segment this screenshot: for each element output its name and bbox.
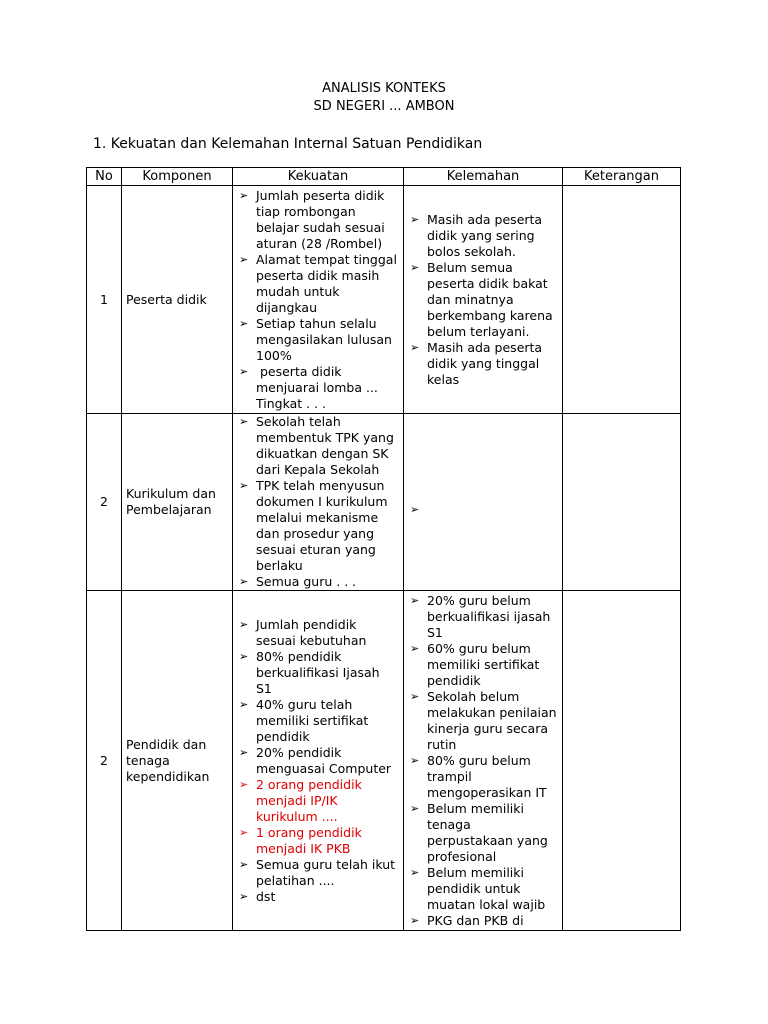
list-item: ➢ Sekolah belum melakukan penilaian kinerja guru secara rutin — [410, 688, 557, 752]
table-header-row — [87, 168, 681, 186]
header-no: No — [87, 168, 122, 186]
list-item: ➢ Setiap tahun selalu mengasilakan lulusan 100% — [239, 315, 392, 363]
list-item: ➢ Semua guru telah ikut pelatihan .... — [239, 856, 396, 888]
header-kekuatan: Kekuatan — [233, 168, 404, 186]
list-item-highlighted: ➢ 1 orang pendidik menjadi IK PKB — [239, 824, 362, 856]
table-row — [87, 591, 681, 931]
arrow-bullet-icon: ➢ — [239, 479, 249, 492]
arrow-bullet-icon: ➢ — [410, 753, 420, 767]
row-komponen: Peserta didik — [122, 186, 233, 414]
list-item: ➢ PKG dan PKB di — [410, 912, 524, 928]
list-item: ➢ Belum semua peserta didik bakat dan minatnya berkembang karena belum terlayani. — [410, 259, 553, 339]
arrow-bullet-icon: ➢ — [239, 364, 249, 378]
row-kelemahan — [404, 186, 563, 414]
arrow-bullet-icon: ➢ — [239, 575, 249, 588]
table-row — [87, 186, 681, 414]
arrow-bullet-icon: ➢ — [239, 316, 249, 330]
list-item: ➢ Alamat tempat tinggal peserta didik masih mudah untuk dijangkau — [239, 251, 397, 315]
list-item: ➢ Jumlah pendidik sesuai kebutuhan — [239, 616, 367, 648]
arrow-bullet-icon: ➢ — [410, 503, 420, 516]
arrow-bullet-icon: ➢ — [410, 260, 420, 274]
list-item: ➢ Belum memiliki pendidik untuk muatan lokal wajib — [410, 864, 546, 912]
row-kekuatan — [233, 591, 404, 931]
kekuatan-list — [237, 414, 399, 590]
row-keterangan — [563, 591, 681, 931]
analysis-table — [86, 167, 681, 931]
list-item: ➢ Sekolah telah membentuk TPK yang dikuatkan dengan SK dari Kepala Sekolah — [239, 414, 394, 477]
arrow-bullet-icon: ➢ — [239, 649, 249, 663]
arrow-bullet-icon: ➢ — [239, 889, 249, 903]
row-keterangan — [563, 414, 681, 591]
header-keterangan: Keterangan — [563, 168, 681, 186]
list-item: ➢ Belum memiliki tenaga perpustakaan yang profesional — [410, 800, 548, 864]
kelemahan-list — [408, 593, 558, 929]
list-item: ➢ Jumlah peserta didik tiap rombongan belajar sudah sesuai aturan (28 /Rombel) — [239, 187, 385, 251]
row-kekuatan — [233, 414, 404, 591]
list-item: ➢ Masih ada peserta didik yang tinggal kelas — [410, 339, 543, 387]
arrow-bullet-icon: ➢ — [410, 340, 420, 354]
section-heading: 1. Kekuatan dan Kelemahan Internal Satuan Pendidikan — [93, 136, 483, 152]
header-kelemahan: Kelemahan — [404, 168, 563, 186]
list-item: ➢ Semua guru . . . — [239, 574, 357, 589]
arrow-bullet-icon: ➢ — [410, 865, 420, 879]
arrow-bullet-icon: ➢ — [239, 252, 249, 266]
list-item: ➢ dst — [239, 888, 276, 904]
arrow-bullet-icon: ➢ — [239, 857, 249, 871]
row-komponen: Kurikulum dan Pembelajaran — [122, 414, 233, 591]
arrow-bullet-icon: ➢ — [239, 415, 249, 428]
arrow-bullet-icon: ➢ — [410, 593, 420, 607]
list-item: ➢ 80% pendidik berkualifikasi Ijasah S1 — [239, 648, 380, 696]
list-item-highlighted: ➢ 2 orang pendidik menjadi IP/IK kurikulum .... — [239, 776, 362, 824]
header-komponen: Komponen — [122, 168, 233, 186]
row-number: 2 — [87, 414, 122, 591]
arrow-bullet-icon: ➢ — [410, 689, 420, 703]
row-komponen: Pendidik dan tenaga kependidikan — [122, 591, 233, 931]
list-item: ➢ 20% guru belum berkualifikasi ijasah S1 — [410, 592, 551, 640]
arrow-bullet-icon: ➢ — [239, 777, 249, 791]
arrow-bullet-icon: ➢ — [239, 617, 249, 631]
list-item: ➢ TPK telah menyusun dokumen I kurikulum melalui mekanisme dan prosedur yang sesuai eturan yang berlaku — [239, 478, 388, 573]
arrow-bullet-icon: ➢ — [410, 641, 420, 655]
row-number: 1 — [87, 186, 122, 414]
list-item: ➢ 20% pendidik menguasai Computer — [239, 744, 392, 776]
kekuatan-list — [237, 188, 399, 412]
arrow-bullet-icon: ➢ — [239, 697, 249, 711]
row-kelemahan — [404, 414, 563, 591]
table-row — [87, 414, 681, 591]
arrow-bullet-icon: ➢ — [239, 825, 249, 839]
list-item: ➢ peserta didik menjuarai lomba ... Tingkat . . . — [239, 363, 382, 411]
document-title: ANALISIS KONTEKS — [322, 81, 446, 96]
list-item: ➢ 40% guru telah memiliki sertifikat pendidik — [239, 696, 369, 744]
arrow-bullet-icon: ➢ — [239, 188, 249, 202]
row-kekuatan — [233, 186, 404, 414]
row-kelemahan — [404, 591, 563, 931]
arrow-bullet-icon: ➢ — [410, 212, 420, 226]
document-subtitle: SD NEGERI ... AMBON — [313, 99, 455, 114]
kelemahan-list — [408, 212, 558, 388]
row-number: 2 — [87, 591, 122, 931]
list-item: ➢ 80% guru belum trampil mengoperasikan IT — [410, 752, 547, 800]
kekuatan-list — [237, 617, 399, 905]
row-keterangan — [563, 186, 681, 414]
list-item: ➢ 60% guru belum memiliki sertifikat pendidik — [410, 640, 540, 688]
arrow-bullet-icon: ➢ — [239, 745, 249, 759]
arrow-bullet-icon: ➢ — [410, 801, 420, 815]
list-item: ➢ Masih ada peserta didik yang sering bolos sekolah. — [410, 211, 543, 259]
arrow-bullet-icon: ➢ — [410, 913, 420, 927]
